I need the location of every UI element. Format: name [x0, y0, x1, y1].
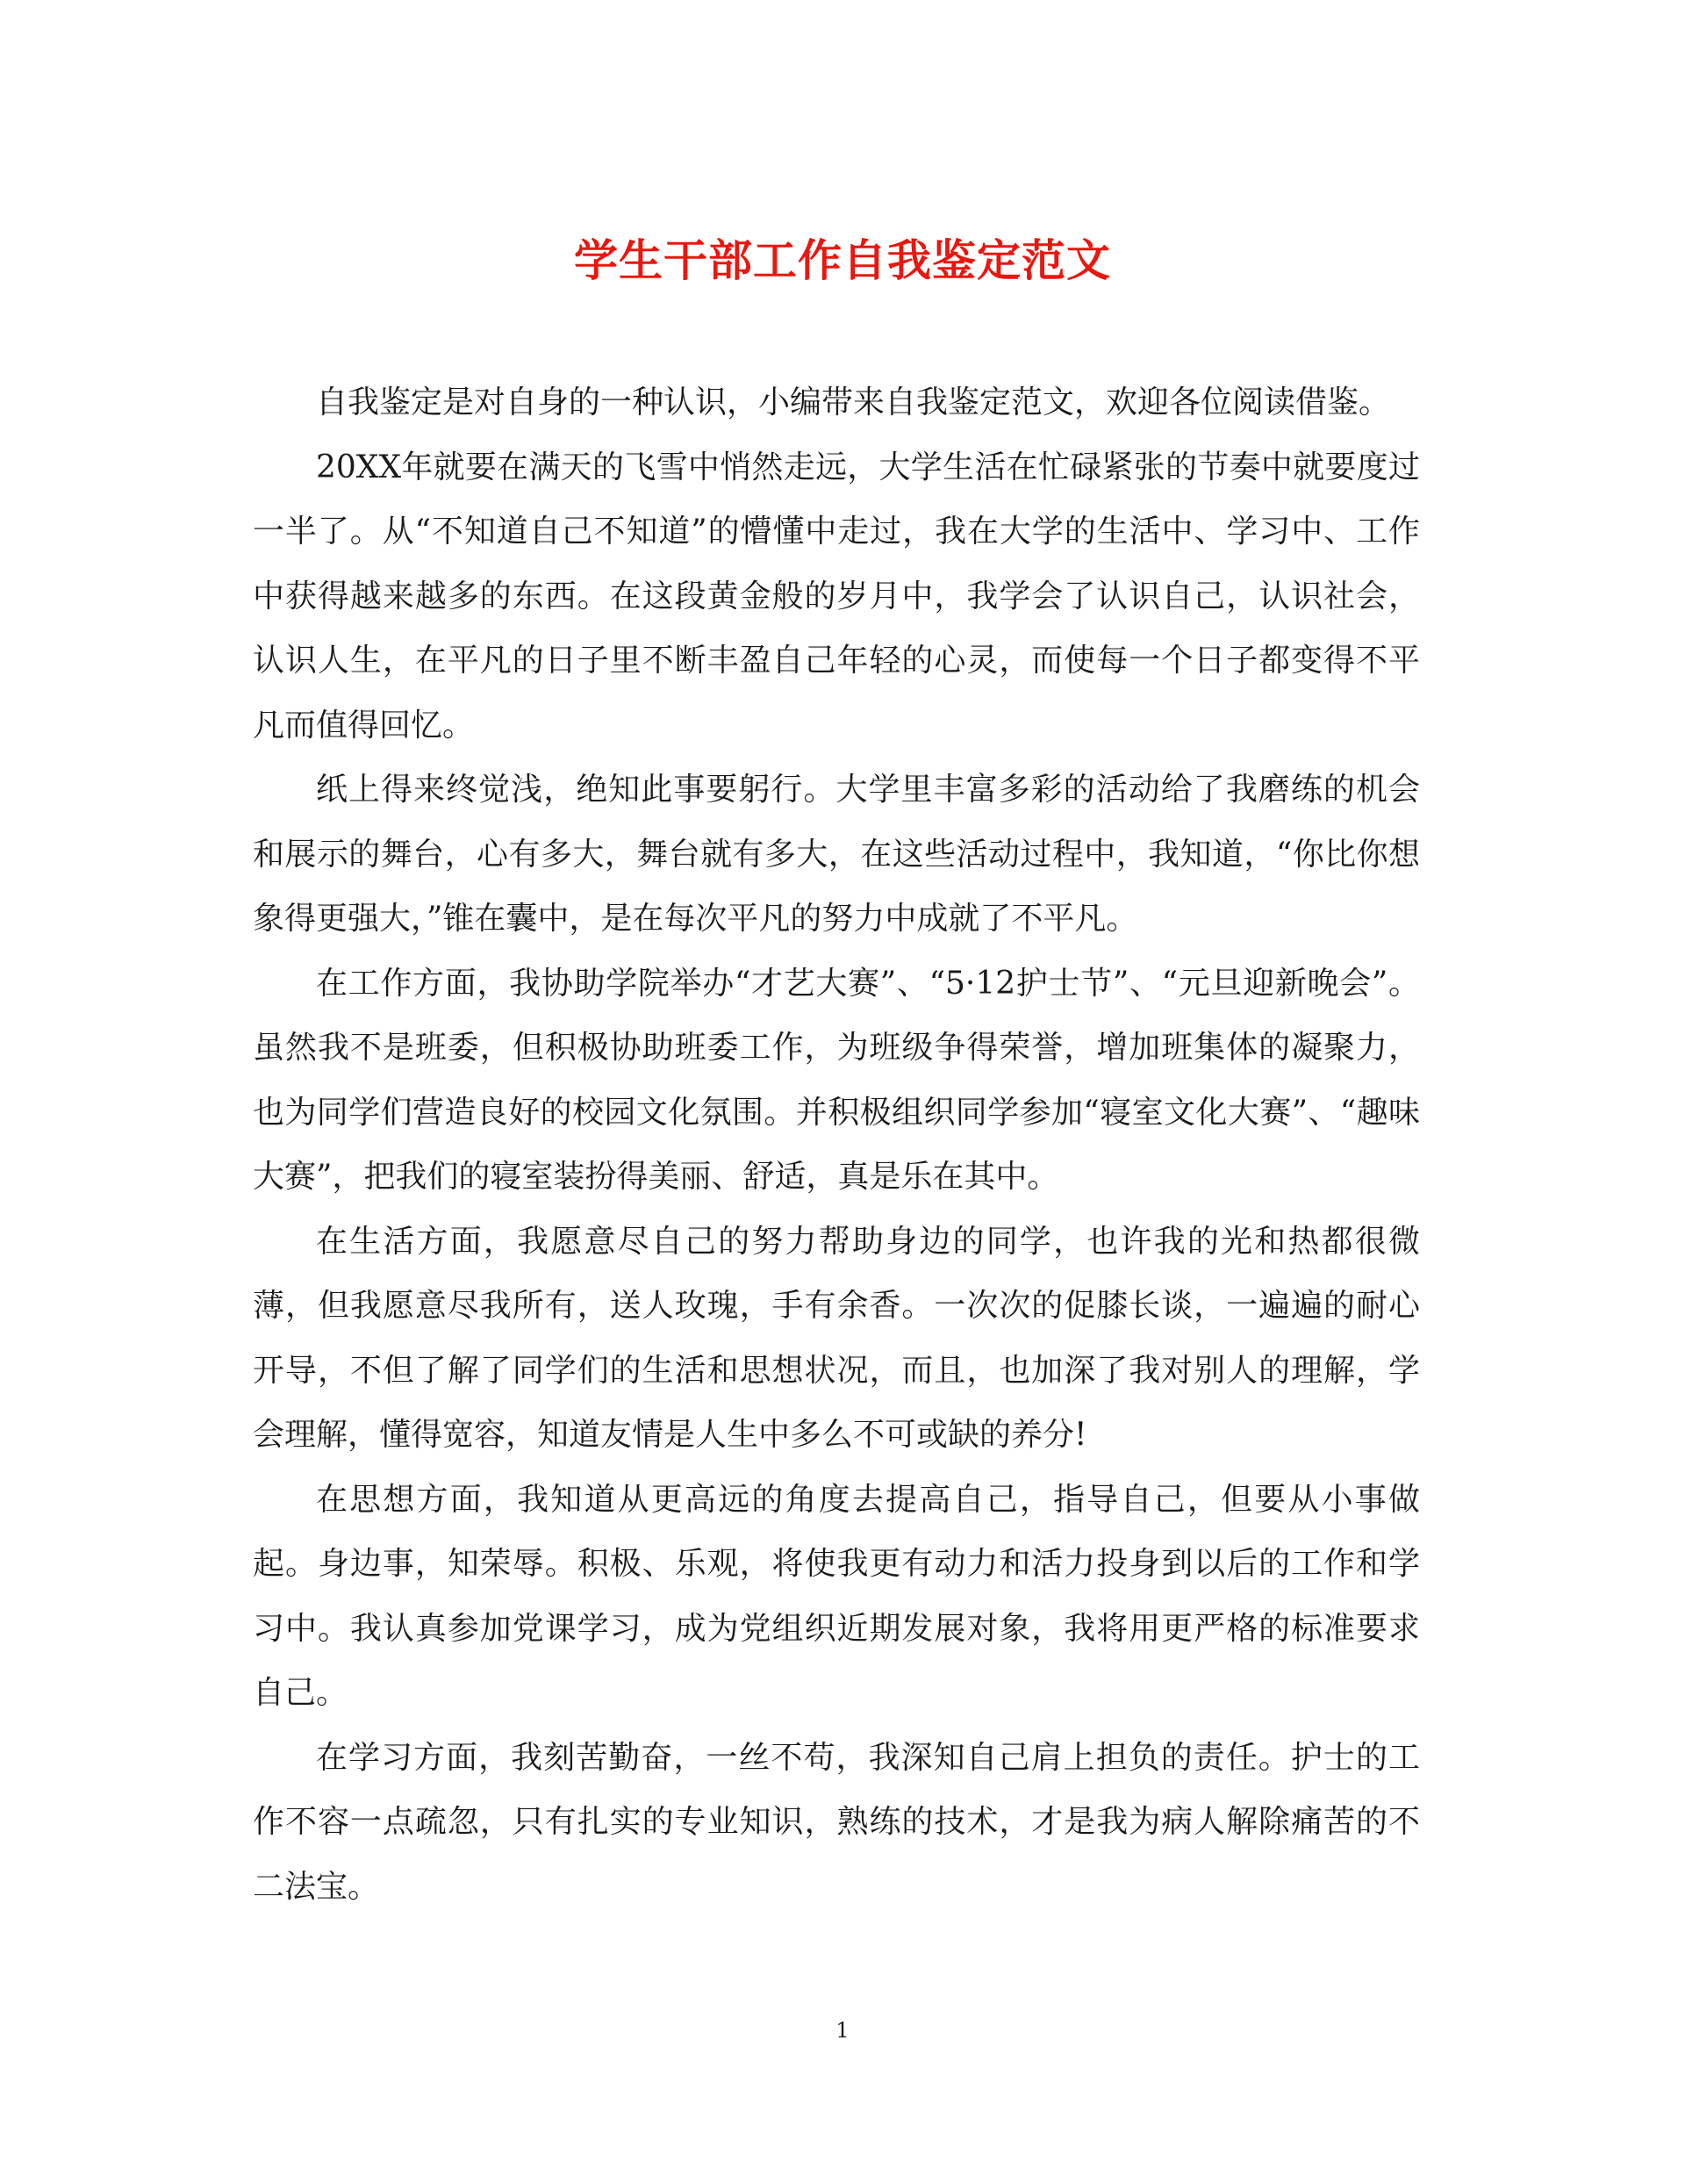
- document-body: [253, 370, 1420, 1919]
- page-number: 1: [835, 2018, 850, 2043]
- paragraph-thought: 在思想方面，我知道从更高远的角度去提高自己，指导自己，但要从小事做起。身边事，知荣辱。积极、乐观，将使我更有动力和活力投身到以后的工作和学习中。我认真参加党课学习，成为党组织近期发展对象，我将用更严格的标准要求自己。: [253, 1481, 1420, 1711]
- paragraph-activities: 纸上得来终觉浅，绝知此事要躬行。大学里丰富多彩的活动给了我磨练的机会和展示的舞台，心有多大，舞台就有多大，在这些活动过程中，我知道，“你比你想象得更强大，”锥在囊中，是在每次平凡的努力中成就了不平凡。: [253, 772, 1420, 937]
- paragraph-overview: 20XX年就要在满天的飞雪中悄然走远，大学生活在忙碌紧张的节奏中就要度过一半了。从“不知道自己不知道”的懵懂中走过，我在大学的生活中、学习中、工作中获得越来越多的东西。在这段黄金般的岁月中，我学会了认识自己，认识社会，认识人生，在平凡的日子里不断丰盈自己年轻的心灵，而使每一个日子都变得不平凡而值得回忆。: [253, 449, 1420, 744]
- paragraph-work: 在工作方面，我协助学院举办“才艺大赛”、“5·12护士节”、“元旦迎新晚会”。虽然我不是班委，但积极协助班委工作，为班级争得荣誉，增加班集体的凝聚力，也为同学们营造良好的校园文化氛围。并积极组织同学参加“寝室文化大赛”、“趣味大赛”，把我们的寝室装扮得美丽、舒适，真是乐在其中。: [253, 965, 1420, 1195]
- paragraph-life: 在生活方面，我愿意尽自己的努力帮助身边的同学，也许我的光和热都很微薄，但我愿意尽我所有，送人玫瑰，手有余香。一次次的促膝长谈，一遍遍的耐心开导，不但了解了同学们的生活和思想状况，而且，也加深了我对别人的理解，学会理解，懂得宽容，知道友情是人生中多么不可或缺的养分!: [253, 1223, 1420, 1453]
- document-title: 学生干部工作自我鉴定范文: [574, 234, 1111, 286]
- paragraph-intro: 自我鉴定是对自身的一种认识，小编带来自我鉴定范文，欢迎各位阅读借鉴。: [316, 384, 1391, 420]
- paragraph-study: 在学习方面，我刻苦勤奋，一丝不苟，我深知自己肩上担负的责任。护士的工作不容一点疏忽，只有扎实的专业知识，熟练的技术，才是我为病人解除痛苦的不二法宝。: [253, 1739, 1420, 1905]
